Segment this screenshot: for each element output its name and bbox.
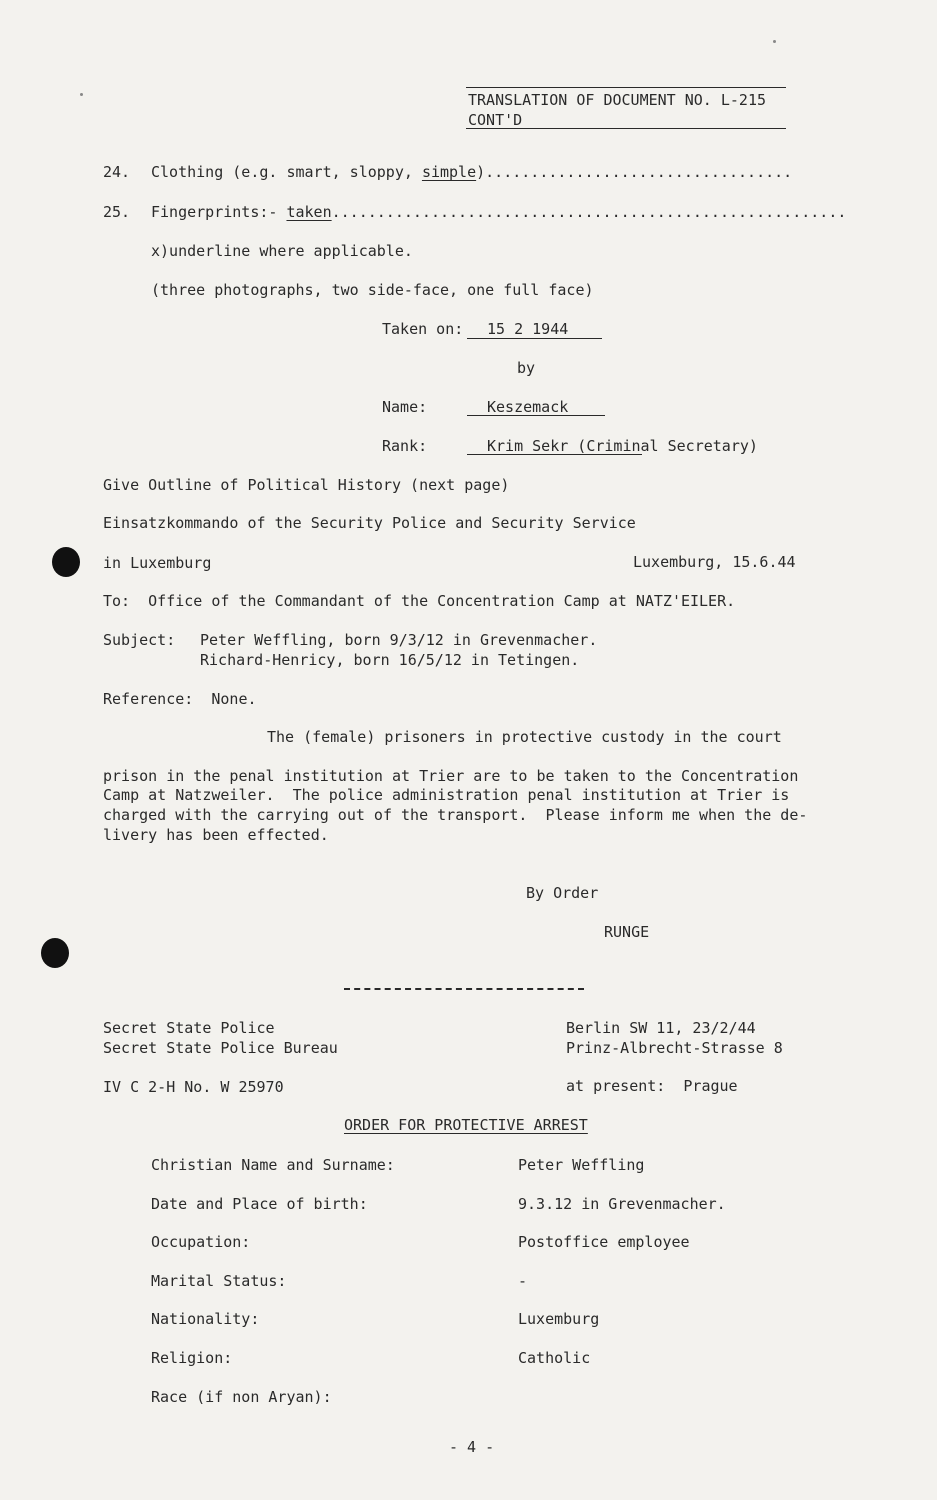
field-label: Religion: <box>151 1349 233 1367</box>
field-label: Occupation: <box>151 1233 251 1251</box>
item-25-line <box>151 202 846 222</box>
name-rule <box>467 415 605 416</box>
body-line: prison in the penal institution at Trier are to be taken to the Concentration <box>103 767 799 785</box>
field-value: Postoffice employee <box>518 1233 690 1251</box>
speck <box>773 40 776 43</box>
field-label: Date and Place of birth: <box>151 1195 368 1213</box>
field-value: Catholic <box>518 1349 591 1367</box>
sender-line-2: in Luxemburg <box>103 554 212 572</box>
order-title: ORDER FOR PROTECTIVE ARREST <box>344 1116 588 1134</box>
subject-label: Subject: <box>103 631 176 649</box>
name-label: Name: <box>382 398 428 416</box>
body-first-line: The (female) prisoners in protective custody in the court <box>267 728 782 746</box>
punch-hole-bottom <box>41 938 69 968</box>
body-line: charged with the carrying out of the transport. Please inform me when the de- <box>103 806 808 824</box>
subject-line-1: Peter Weffling, born 9/3/12 in Grevenmacher. <box>200 631 598 649</box>
header-line-2: CONT'D <box>468 111 523 129</box>
speck <box>80 93 83 96</box>
clothing-label: Clothing (e.g. smart, sloppy, <box>151 163 422 181</box>
sender-line-1: Einsatzkommando of the Security Police and Security Service <box>103 514 636 532</box>
outline-line: Give Outline of Political History (next page) <box>103 476 510 494</box>
field-label: Christian Name and Surname: <box>151 1156 395 1174</box>
field-value: 9.3.12 in Grevenmacher. <box>518 1195 726 1213</box>
item-25-number: 25. <box>103 203 131 221</box>
header-rule-top <box>466 87 786 88</box>
header-rule-bottom <box>466 128 786 129</box>
clothing-value: simple <box>421 163 477 181</box>
field-value: Luxemburg <box>518 1310 600 1328</box>
reference-line: Reference: None. <box>103 690 257 708</box>
body-line: Camp at Natzweiler. The police administration penal institution at Trier is <box>103 786 790 804</box>
by-label: by <box>517 359 536 377</box>
punch-hole-top <box>52 547 80 577</box>
subject-line-2: Richard-Henricy, born 16/5/12 in Tetingen. <box>200 651 580 669</box>
place-line-1: Berlin SW 11, 23/2/44 <box>566 1019 756 1037</box>
fingerprints-dots: ......................................................... <box>331 203 847 221</box>
letter-date: Luxemburg, 15.6.44 <box>633 553 796 571</box>
file-number: IV C 2-H No. W 25970 <box>103 1078 284 1096</box>
item-24-number: 24. <box>103 163 131 181</box>
name-value: Keszemack <box>487 398 569 416</box>
clothing-dots: ).................................. <box>476 163 793 181</box>
agency-line-1: Secret State Police <box>103 1019 275 1037</box>
taken-on-value: 15 2 1944 <box>487 320 569 338</box>
field-label: Race (if non Aryan): <box>151 1388 332 1406</box>
signature: RUNGE <box>604 923 650 941</box>
rank-value: Krim Sekr (Criminal Secretary) <box>487 437 758 455</box>
page-number: - 4 - <box>449 1438 495 1456</box>
body-line: livery has been effected. <box>103 826 329 844</box>
field-label: Marital Status: <box>151 1272 287 1290</box>
field-value: Peter Weffling <box>518 1156 645 1174</box>
place-line-2: Prinz-Albrecht-Strasse 8 <box>566 1039 783 1057</box>
by-order: By Order <box>526 884 599 902</box>
at-present: at present: Prague <box>566 1077 738 1095</box>
letter-to: To: Office of the Commandant of the Concentration Camp at NATZ'EILER. <box>103 592 736 610</box>
item-24-line <box>151 162 792 182</box>
taken-on-rule <box>467 338 602 339</box>
agency-line-2: Secret State Police Bureau <box>103 1039 338 1057</box>
field-label: Nationality: <box>151 1310 260 1328</box>
underline-note: x)underline where applicable. <box>151 242 413 260</box>
fingerprints-value: taken <box>286 203 332 221</box>
field-value: - <box>518 1272 528 1290</box>
photo-note: (three photographs, two side-face, one full face) <box>151 281 594 299</box>
rank-rule <box>467 454 642 455</box>
header-line-1: TRANSLATION OF DOCUMENT NO. L-215 <box>468 91 767 109</box>
fingerprints-label: Fingerprints:- <box>151 203 287 221</box>
section-separator <box>344 988 584 990</box>
rank-label: Rank: <box>382 437 428 455</box>
taken-on-label: Taken on: <box>382 320 464 338</box>
